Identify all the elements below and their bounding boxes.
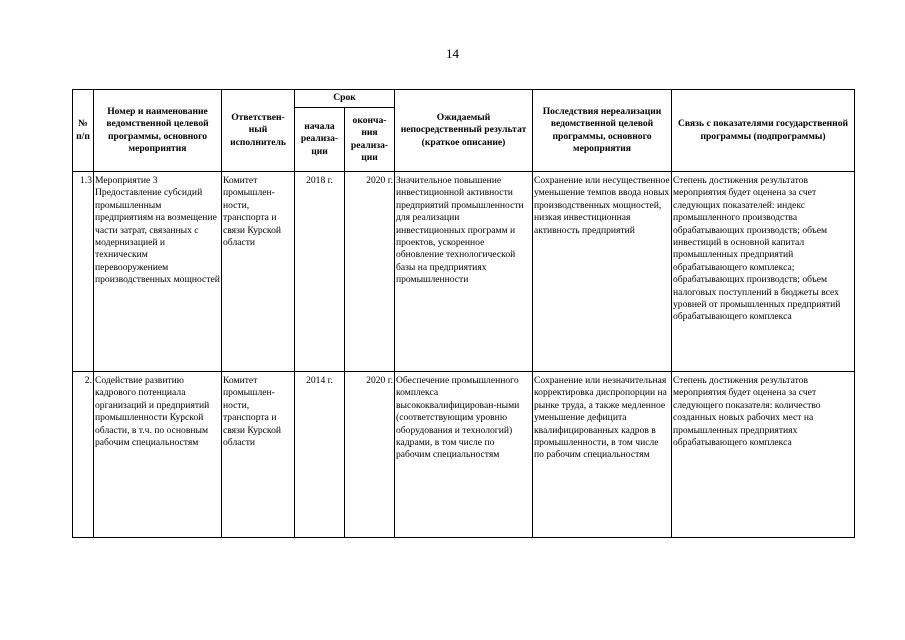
row-num: 1.3: [73, 172, 94, 372]
row-executor: Комитет промышлен-ности, транспорта и связи Курской области: [222, 372, 295, 538]
header-result: Ожидаемый непосредственный результат (краткое описание): [395, 90, 533, 172]
row-result: Значительное повышение инвестиционной активности предприятий промышленности для реализации инвестиционных программ и проектов, ускоренное обновление технологической базы на предприятиях промышленности: [395, 172, 533, 372]
header-num: № п/п: [73, 90, 94, 172]
header-name: Номер и наименование ведомственной целевой программы, основного мероприятия: [94, 90, 222, 172]
row-end: 2020 г.: [345, 172, 395, 372]
header-start: начала реализа-ции: [295, 108, 345, 172]
row-name: Содействие развитию кадрового потенциала организаций и предприятий промышленности Курской области, в т.ч. по основным рабочим специальностям: [94, 372, 222, 538]
row-link: Степень достижения результатов мероприятия будет оценена за счет следующего показателя: количество созданных новых рабочих мест на промышленных предприятиях обрабатывающего комплекса: [672, 372, 855, 538]
row-num: 2.: [73, 372, 94, 538]
row-result: Обеспечение промышленного комплекса высококвалифицирован-ными (соответствующим уровню оборудования и технологий) кадрами, в том числе по рабочим специальностям: [395, 372, 533, 538]
row-start: 2018 г.: [295, 172, 345, 372]
table-row: [73, 172, 855, 372]
header-executor: Ответствен-ный исполнитель: [222, 90, 295, 172]
header-consequences: Последствия нереализации ведомственной целевой программы, основного мероприятия: [533, 90, 672, 172]
table-row: [73, 372, 855, 538]
page-number: 14: [446, 46, 459, 61]
header-term: Срок: [295, 90, 395, 108]
row-executor: Комитет промышлен-ности, транспорта и связи Курской области: [222, 172, 295, 372]
header-end: оконча-ния реализа-ции: [345, 108, 395, 172]
row-name: Мероприятие 3 Предоставление субсидий промышленным предприятиям на возмещение части затрат, связанных с модернизацией и техническим перевооружением производственных мощностей: [94, 172, 222, 372]
row-consequences: Сохранение или незначительная корректировка диспропорции на рынке труда, а также медленное уменьшение дефицита квалифицированных кадров в промышленности, в том числе по рабочим специальностям: [533, 372, 672, 538]
row-link: Степень достижения результатов мероприятия будет оценена за счет следующих показателей: индекс промышленного производства обрабатывающих производств; объем инвестиций в основной капитал промышленных предприятий обрабатывающего комплекса; обрабатывающих производств; объем налоговых поступлений в бюджеты всех уровней от промышленных предприятий обрабатывающего комплекса: [672, 172, 855, 372]
header-link: Связь с показателями государственной программы (подпрограммы): [672, 90, 855, 172]
row-start: 2014 г.: [295, 372, 345, 538]
program-table: [72, 89, 855, 538]
header-row-1: [73, 90, 855, 108]
row-consequences: Сохранение или несущественное уменьшение темпов ввода новых производственных мощностей, низкая инвестиционная активность предприятий: [533, 172, 672, 372]
row-end: 2020 г.: [345, 372, 395, 538]
